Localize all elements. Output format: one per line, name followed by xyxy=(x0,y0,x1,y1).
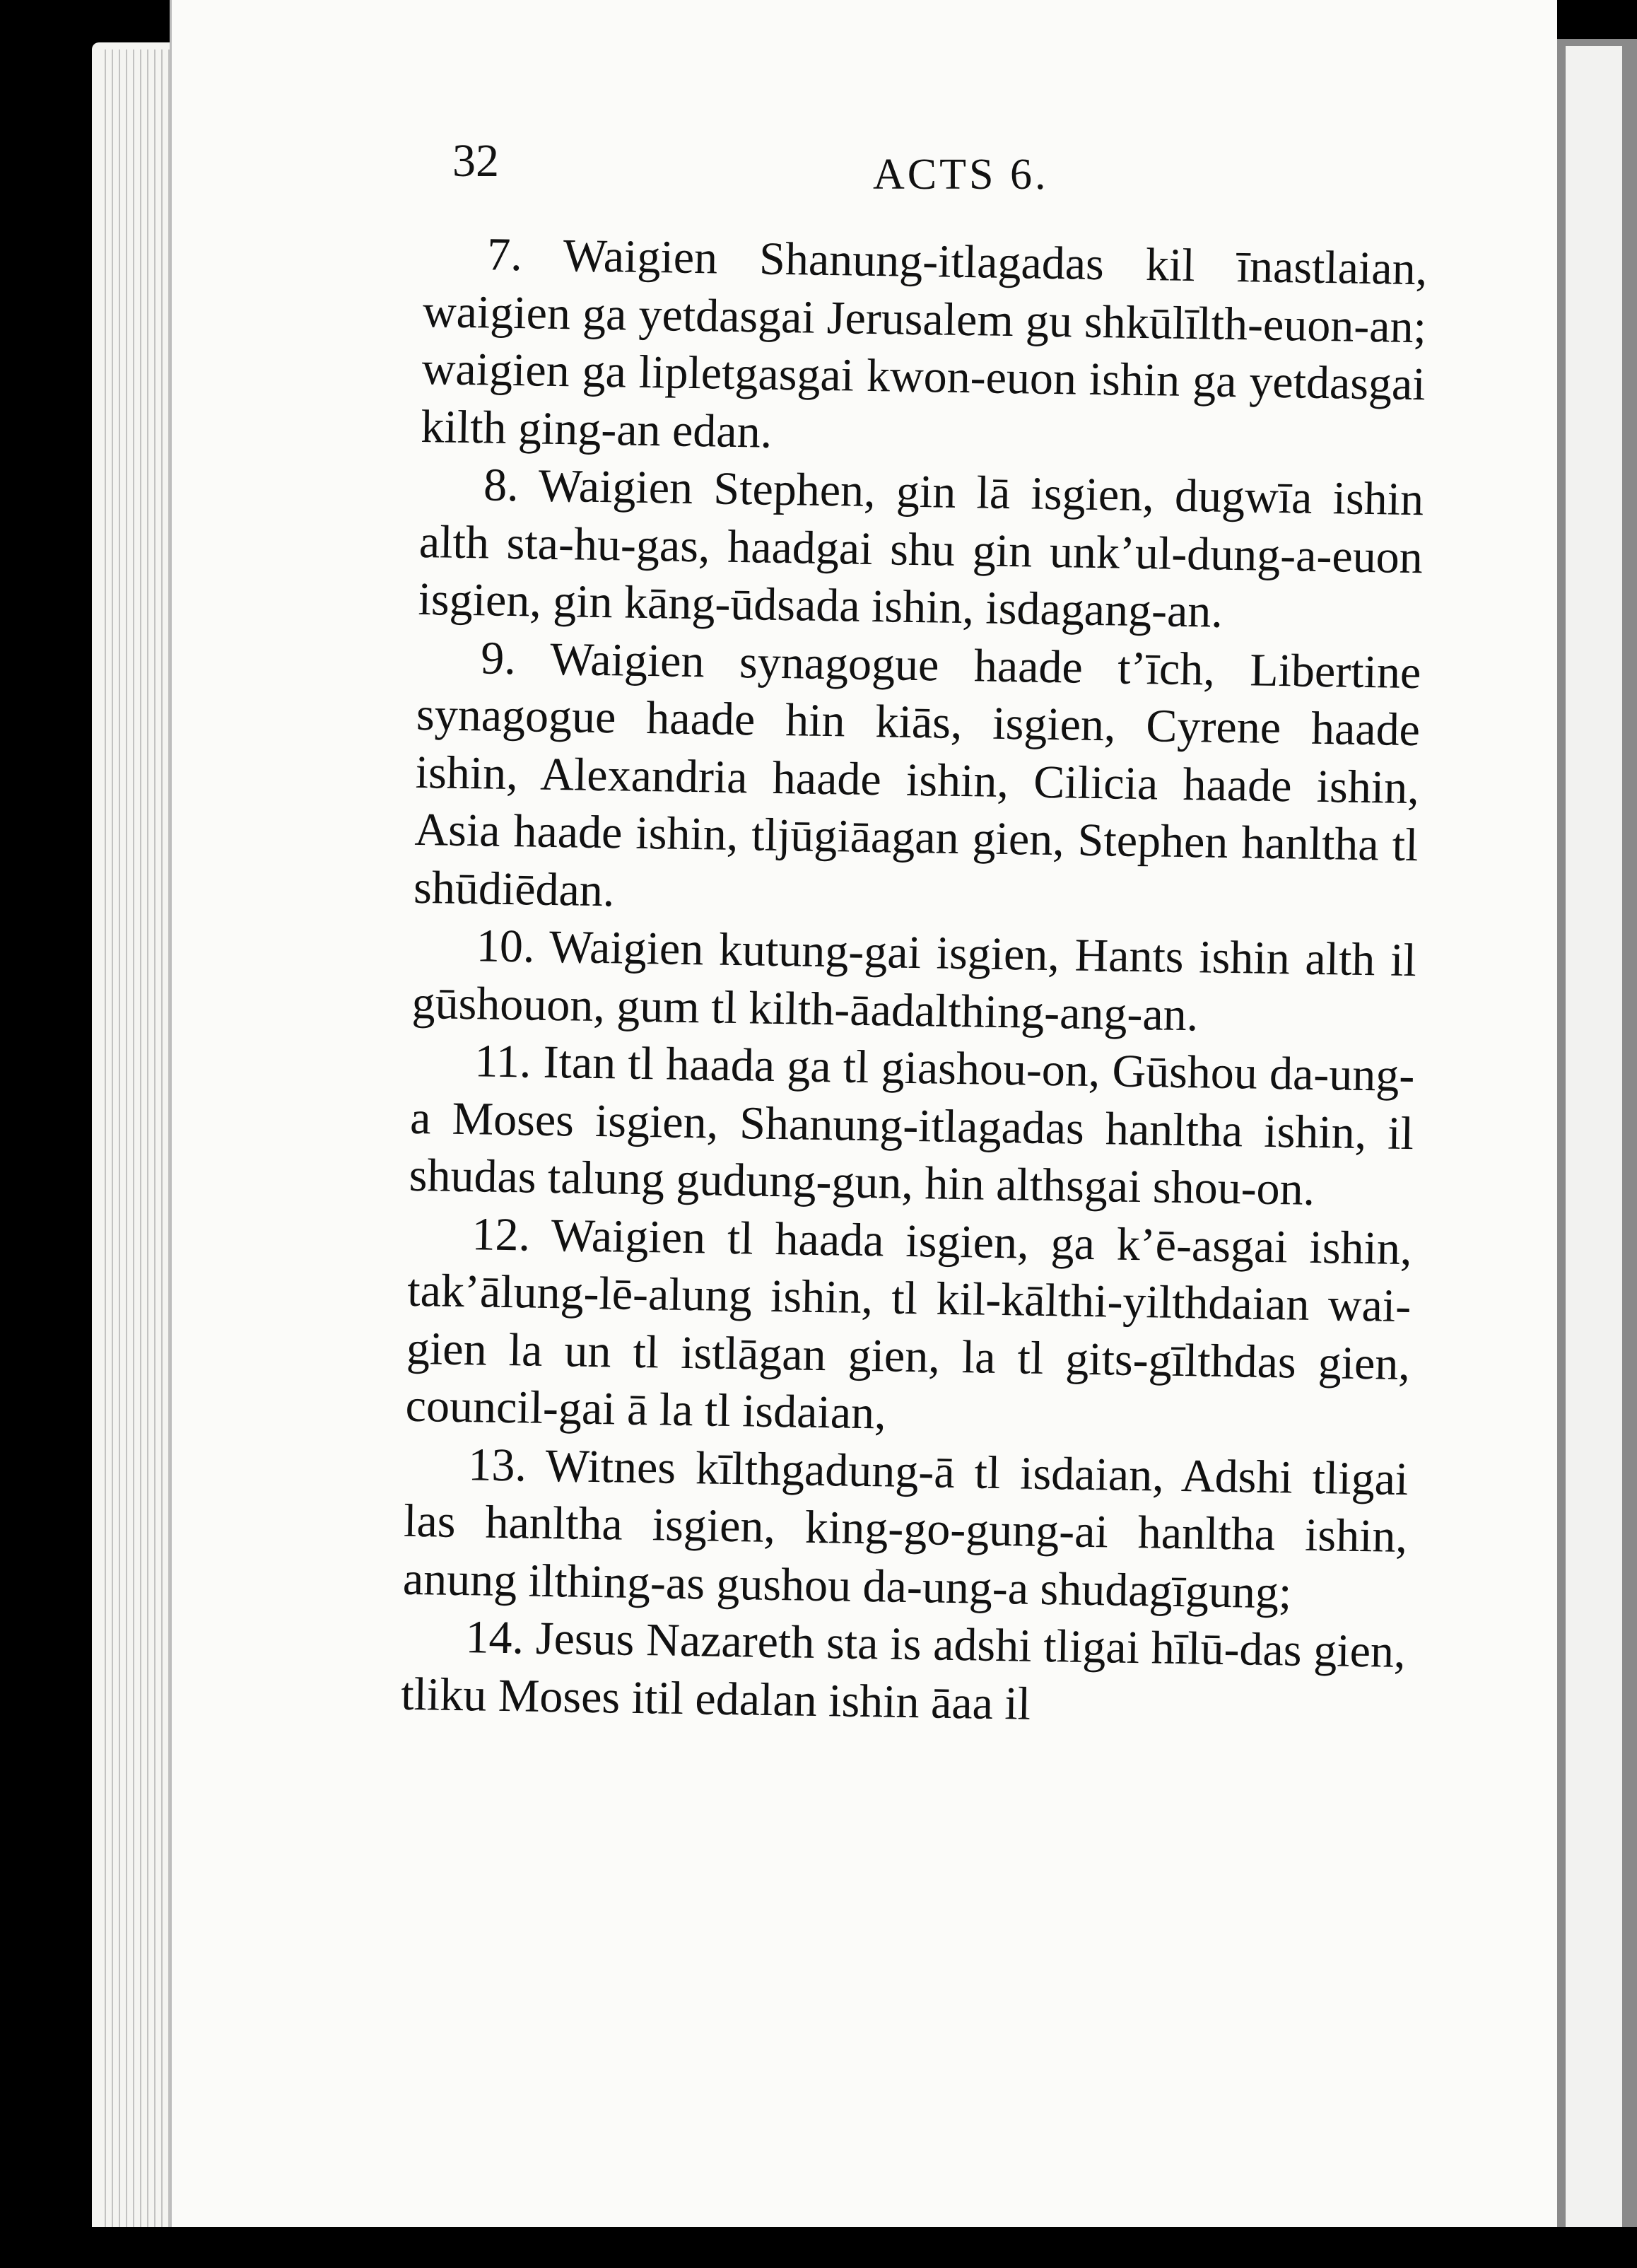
verse-text: Jesus Nazareth sta is adshi tligai hīlū-das gien, tliku Moses itil edalan ishin āaa il xyxy=(400,1612,1407,1730)
verse-number: 10. xyxy=(476,920,536,973)
verse-number: 7. xyxy=(486,228,523,281)
facing-page-edge xyxy=(1566,46,1622,2231)
verse-7 xyxy=(421,225,1428,471)
verse-number: 13. xyxy=(467,1438,527,1491)
scan-bottom-border xyxy=(92,2227,1637,2268)
verse-9 xyxy=(413,628,1421,932)
verse-10 xyxy=(411,916,1416,1047)
verse-11 xyxy=(409,1031,1415,1220)
running-title: ACTS 6. xyxy=(873,151,1049,199)
verse-13 xyxy=(402,1434,1409,1623)
verse-8 xyxy=(418,455,1424,644)
verse-number: 11. xyxy=(474,1035,532,1088)
page-number: 32 xyxy=(452,135,499,187)
verse-text: Waigien Shanung-itlagadas kil īnastlaian, waigien ga yetdasgai Jerusalem gu shkūlīlth-euon-an; waigien ga lipletgasgai kwon-euon ishin ga yetdasgai kilth ging-an edan. xyxy=(420,230,1428,458)
verse-number: 14. xyxy=(465,1611,524,1664)
verse-14 xyxy=(401,1608,1406,1738)
page-header xyxy=(0,134,1637,219)
verse-number: 12. xyxy=(471,1208,531,1261)
verse-text: Waigien kutung-gai isgien, Hants ishin alth il gūshouon, gum tl kilth-āadalthing-ang-an. xyxy=(411,920,1417,1041)
verse-text: Waigien Stephen, gin lā isgien, dugwīa ishin alth sta-hu-gas, haadgai shu gin unk’ul-dung-a-euon isgien, gin kāng-ūdsada ishin, isdagang-an. xyxy=(418,460,1424,638)
verse-number: 9. xyxy=(480,631,517,684)
verse-text: Waigien tl haada isgien, ga k’ē-asgai ishin, tak’ālung-lē-alung ishin, tl kil-kālthi-yilthdaian wai-gien la un tl istlāgan gien, la tl gits-gīlthdas gien, council-gai ā la tl isdaian, xyxy=(405,1209,1412,1439)
verse-number: 8. xyxy=(483,459,520,512)
verse-text: Witnes kīlthgadung-ā tl isdaian, Adshi tligai las hanltha isgien, king-go-gung-ai hanltha ishin, anung ilthing-as gushou da-ung-a shudagīgung; xyxy=(402,1439,1409,1619)
verse-text: Itan tl haada ga tl giashou-on, Gūshou da-ung-a Moses isgien, Shanung-itlagadas hanltha ishin, il shudas talung gudung-gun, hin althsgai shou-on. xyxy=(409,1036,1415,1215)
verse-12 xyxy=(405,1204,1412,1450)
body-text xyxy=(401,225,1428,1738)
verse-text: Waigien synagogue haade t’īch, Libertine synagogue haade hin kiās, isgien, Cyrene haade ishin, Alexandria haade ishin, Cilicia haade ishin, Asia haade ishin, tljūgiāagan gien, Stephen hanltha tl shūdiēdan. xyxy=(413,633,1421,916)
